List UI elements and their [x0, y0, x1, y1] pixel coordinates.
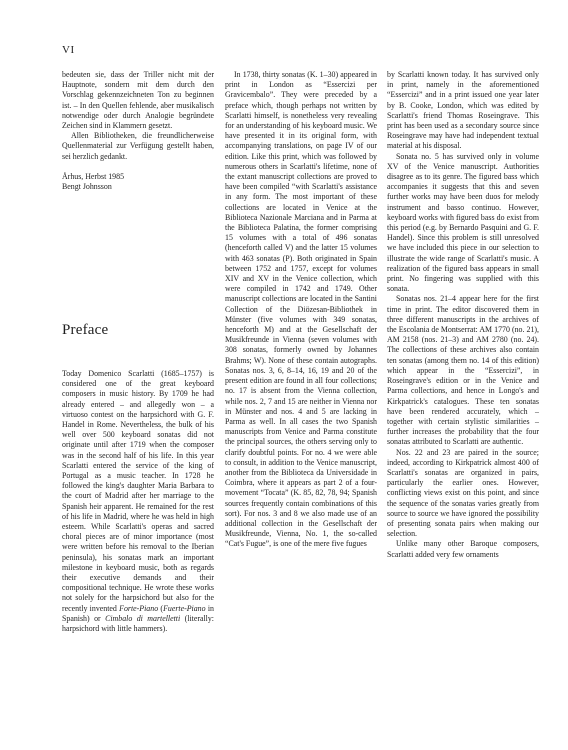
- place-date: Århus, Herbst 1985: [62, 171, 125, 181]
- section-heading: Preface: [62, 322, 109, 338]
- text-run: Today Domenico Scarlatti (1685–1757) is considered one of the great keyboard composers in music history. By 1709 he had already entered – and allegedly won – a virtuoso contest on the harpsichord with G. F. Handel in Rome. Nevertheless, the bulk of his well over 500 keyboard sonatas did not originate until after 1719 when the composer was in the second half of his life. In this year Scarlatti entered the service of the king of Portugal as a music teacher. In 1728 he followed the king's daughter Maria Barbara to the court of Madrid after her marriage to the Spanish heir apparent. He remained for the rest of his life in Madrid, where he was held in high esteem. While Scarlatti's operas and sacred choral pieces are of minor importance (most were written before his removal to the Iberian peninsula), his sonatas mark an important milestone in keyboard music, both as regards their executive demands and their compositional technique. He wrote these works not solely for the harpsichord but also for the recently invented: [62, 369, 214, 613]
- text-run: (literally: harpsichord with little hammers).: [62, 613, 214, 634]
- signature-block: [62, 172, 214, 192]
- paragraph: Sonata no. 5 has survived only in volume XV of the Venice manuscript. Authorities disagree as to its genre. The figured bass which accompanies it suggests that this and seven further works may have been duos for melody instrument and basso continuo. However, keyboard works with figured bass do exist from this period (e.g. by Bernardo Pasquini and G. F. Handel). Since this problem is still unresolved we have included this piece in our selection to illustrate the wide range of Scarlatti's music. A realization of the figured bass appears in small print. No fingering was supplied with this sonata.: [387, 151, 539, 294]
- text-run: in Spanish) or: [62, 603, 214, 623]
- paragraph: Unlike many other Baroque composers, Scarlatti added very few ornaments: [387, 539, 539, 559]
- column-left-top: [62, 70, 214, 192]
- author-name: Bengt Johnsson: [62, 182, 112, 192]
- paragraph: bedeuten sie, dass der Triller nicht mit der Hauptnote, sondern mit dem durch den Vorschlag gekennzeichneten Ton zu beginnen ist. – In den Quellen fehlende, aber musikalisch notwendige oder durch Analogie begründete Zeichen sind in Klammern gesetzt.: [62, 70, 214, 131]
- column-middle: [225, 70, 377, 550]
- italic-term: Cimbalo di martelletti: [105, 613, 181, 623]
- text-run: (: [158, 603, 164, 613]
- page-number: VI: [62, 44, 75, 56]
- column-left-bottom: [62, 369, 214, 634]
- paragraph: [62, 369, 214, 634]
- column-right: [387, 70, 539, 560]
- paragraph: by Scarlatti known today. It has survived only in print, namely in the aforementioned “Essercizi” and in a print issued one year later by B. Cooke, London, which was edited by Scarlatti's friend Thomas Roseingrave. This print has been used as a secondary source since Roseingrave may have had independent textual material at his disposal.: [387, 70, 539, 151]
- paragraph: In 1738, thirty sonatas (K. 1–30) appeared in print in London as “Essercizi per Gravicembalo”. They were preceded by a preface which, though perhaps not written by Scarlatti himself, is nonetheless very revealing for an understanding of his keyboard music. We have presented it in its original form, with accompanying translations, on page IV of our edition. Like this print, which was followed by numerous others in Scarlatti's lifetime, none of the extant manuscript collections are proved to have been compiled “with Scarlatti's assistance in any form. The most important of these collections are located in Venice at the Biblioteca Nazionale Marciana and in Parma at the Biblioteca Palatina, the former comprising 15 volumes with a total of 496 sonatas (henceforth called V) and the latter 15 volumes with 463 sonatas (P). Both originated in Spain between 1752 and 1757, except for volumes XIV and XV in the Venice collection, which were compiled in 1742 and 1749. Other manuscript collections are located in the Santini Collection of the Diözesan-Bibliothek in Münster (five volumes with 349 sonatas, henceforth M) and at the Gesellschaft der Musikfreunde in Vienna (seven volumes with 308 sonatas, formerly owned by Johannes Brahms; W). None of these contain autographs. Sonatas nos. 3, 6, 8–14, 16, 19 and 20 of the present edition are found in all four collections; no. 17 is absent from the Vienna collection, while nos. 2, 7 and 15 are neither in Vienna nor in Münster and nos. 4 and 5 are lacking in Parma as well. In all cases the two Spanish manuscripts from Venice and Parma constitute the principal sources, the others serving only to clarify doubtful points. For no. 4 we were able to consult, in addition to the Venice manuscript, another from the Biblioteca da Universidade in Coimbra, where it appears as part 2 of a four-movement “Tocata” (K. 85, 82, 78, 94; Spanish sources frequently contain combinations of this sort). For nos. 3 and 8 we also made use of an additional collection in the Gesellschaft der Musikfreunde, Vienna, No. 1, the so-called “Cat's Fugue”, is one of the mere five fugues: [225, 70, 377, 549]
- paragraph: Nos. 22 and 23 are paired in the source; indeed, according to Kirkpatrick almost 400 of Scarlatti's sonatas are organized in pairs, particularly the earlier ones. However, conflicting views exist on this point, and since the sequence of the sonatas varies greatly from source to source we have ignored the possibility of presenting sonata pairs when making our selection.: [387, 447, 539, 539]
- paragraph: Sonatas nos. 21–4 appear here for the first time in print. The editor discovered them in three different manuscripts in the archives of the Escolania de Montserrat: AM 1770 (no. 21), AM 2158 (nos. 21–3) and AM 2780 (no. 24). The collections of these archives also contain ten sonatas (among them no. 14 of this edition) which appear in the “Essercizi”, in Roseingrave's edition or in the Venice and Parma collections, and hence in Longo's and Kirkpatrick's catalogues. These ten sonatas have been rendered accurately, which – together with certain stylistic similarities – further increases the probability that the four sonatas attributed to Scarlatti are authentic.: [387, 294, 539, 447]
- paragraph: Allen Bibliotheken, die freundlicherweise Quellenmaterial zur Verfügung gestellt haben, sei herzlich gedankt.: [62, 131, 214, 161]
- italic-term: Fuerte-Piano: [163, 603, 206, 613]
- italic-term: Forte-Piano: [119, 603, 159, 613]
